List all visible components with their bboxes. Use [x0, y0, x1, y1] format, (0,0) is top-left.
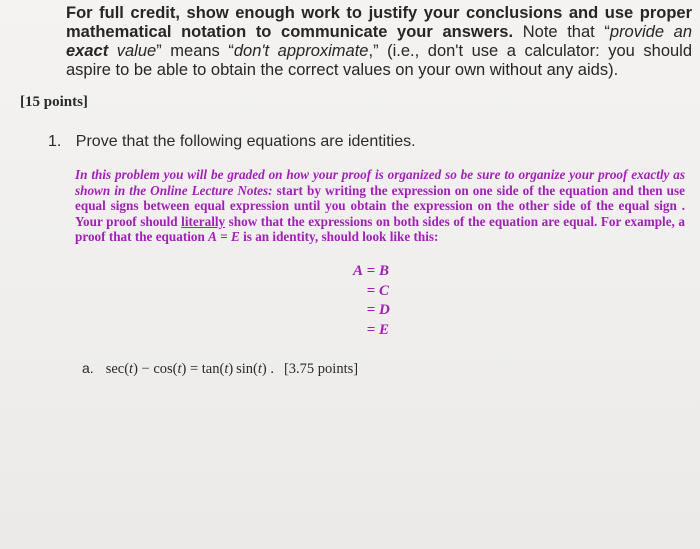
- instructions-part3: show that the expressions on both sides of the equation are equal. For example, a proof that the equation: [75, 213, 685, 245]
- problem-number: 1.: [48, 133, 62, 150]
- intro-means: ” means “: [156, 42, 234, 60]
- proof-rhs: B: [379, 263, 390, 280]
- intro-provide-an: provide an: [609, 23, 693, 41]
- intro-exact: exact: [66, 42, 109, 60]
- instructions-part4: is an identity, should look like this:: [239, 229, 439, 245]
- part-a-end: ) .: [261, 361, 274, 377]
- intro-note-prefix: Note that “: [513, 23, 610, 41]
- proof-rhs: C: [379, 282, 390, 299]
- instructions-part2: start by writing the expression on one side of the equation and then use equal signs between equal expression until you obtain the expression on the other side of the equal sign . Your proof should: [75, 182, 685, 229]
- instructions-eq-a: A: [208, 229, 217, 245]
- proof-equals: =: [366, 282, 376, 299]
- part-a-mid2: ) = tan(: [181, 361, 225, 377]
- part-a-label: a.: [82, 360, 94, 376]
- proof-row: [348, 321, 390, 341]
- problem-text: Prove that the following equations are identities.: [75, 133, 416, 150]
- part-a: [82, 360, 358, 378]
- part-a-mid1: ) − cos(: [133, 361, 178, 377]
- proof-row: [348, 282, 390, 302]
- part-a-t: t: [257, 361, 262, 377]
- part-a-mid3: ) sin(: [228, 361, 258, 377]
- part-a-t: t: [129, 361, 134, 377]
- part-a-points: [3.75 points]: [283, 361, 359, 377]
- instructions-literally: literally: [181, 213, 226, 229]
- intro-rest: ,” (i.e., don't use a calculator: you should aspire to be able to obtain the correct values on your own without any aids).: [66, 42, 693, 79]
- intro-dont-approximate: don't approximate: [233, 42, 369, 60]
- part-a-t: t: [177, 361, 182, 377]
- part-a-equation: [106, 361, 274, 377]
- problem-1: [48, 133, 416, 151]
- instructions-eq-sign: =: [216, 229, 232, 245]
- instructions-paragraph: [75, 167, 685, 245]
- proof-row: [348, 262, 390, 282]
- instructions-italic: In this problem you will be graded on how your proof is organized so be sure to organize your proof exactly as shown in the Online Lecture Notes:: [75, 167, 685, 198]
- proof-rhs: D: [379, 302, 390, 319]
- example-proof: [348, 262, 390, 340]
- intro-paragraph: [66, 4, 692, 80]
- instructions-eq-e: E: [231, 229, 240, 245]
- proof-equals: =: [366, 302, 376, 319]
- points-label: [15 points]: [20, 94, 88, 110]
- proof-equals: =: [366, 321, 376, 338]
- proof-equals: =: [366, 263, 376, 280]
- proof-row: [348, 301, 390, 321]
- intro-value: value: [108, 42, 157, 60]
- part-a-t: t: [224, 361, 229, 377]
- proof-lhs: A: [352, 263, 363, 280]
- proof-rhs: E: [379, 321, 390, 338]
- part-a-sec: sec(: [105, 361, 130, 377]
- intro-bold-sentence: For full credit, show enough work to justify your conclusions and use proper mathematical notation to communicate your answers.: [66, 4, 692, 41]
